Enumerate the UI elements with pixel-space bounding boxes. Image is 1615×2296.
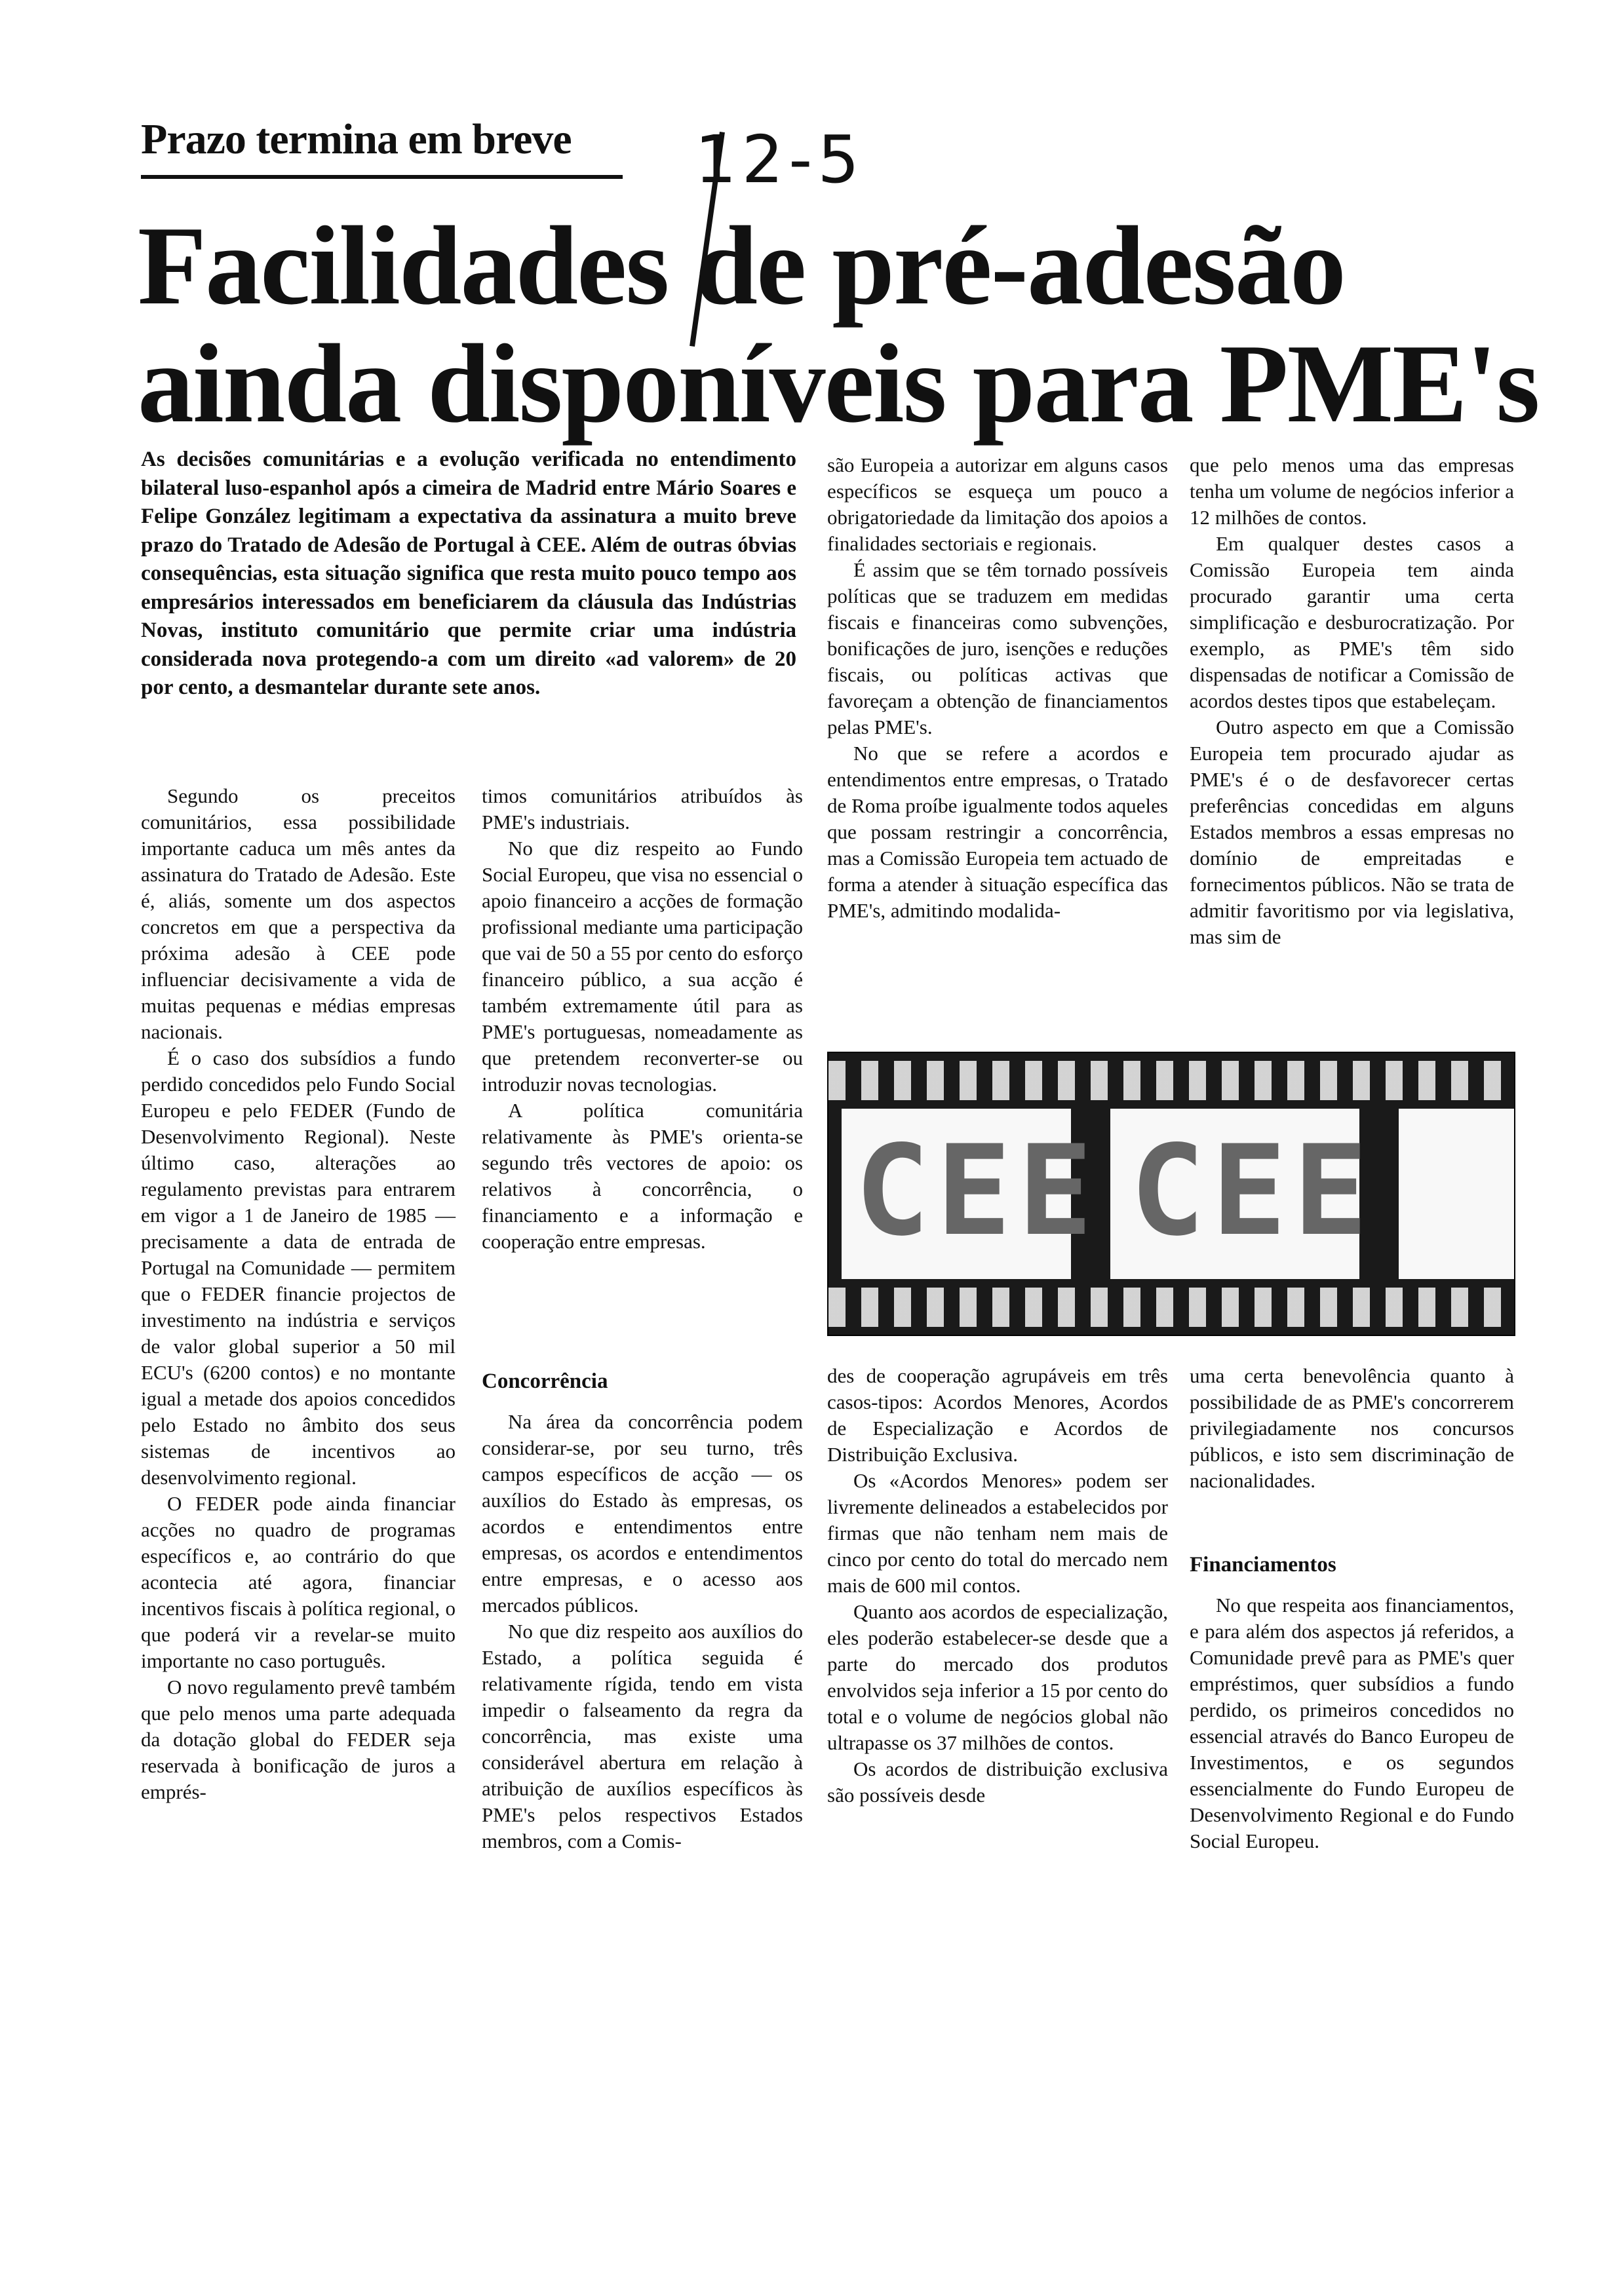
film-perforation-top bbox=[828, 1061, 1514, 1100]
subhead-financiamentos: Financiamentos bbox=[1190, 1553, 1336, 1577]
lead-paragraph: As decisões comunitárias e a evolução verificada no entendimento bilateral luso-espanhol após a cimeira de Madrid entre Mário Soares e Felipe González legitimam a expectativa da assinatura a muito breve prazo do Tratado de Adesão de Portugal à CEE. Além de outras óbvias consequências, esta situação significa que resta muito pouco tempo aos empresários interessados em beneficiarem da cláusula das Indústrias Novas, instituto comunitário que permite criar uma indústria considerada nova protegendo-a com um direito «ad valorem» de 20 por cento, a desmantelar durante sete anos. bbox=[141, 448, 796, 699]
paragraph: O novo regulamento prevê também que pelo menos uma parte adequada da dotação global do FEDER seja reservada à bonificação de juros a emprés- bbox=[141, 1675, 456, 1803]
cee-letters: CEE bbox=[855, 1119, 1100, 1263]
paragraph: No que diz respeito aos auxílios do Estado, a política seguida é relativamente rígida, tendo em vista impedir o falseamento da regra da concorrência, mas existe uma considerável abertura em relação à atribuição de auxílios específicos às PME's pelos respectivos Estados membros, com a Comis- bbox=[482, 1620, 803, 1852]
paragraph: Em qualquer destes casos a Comissão Europeia tem ainda procurado garantir uma certa simplificação e desburocratização. Por exemplo, as PME's têm sido dispensadas de notificar a Comissão de acordos destes tipos que estabeleçam. bbox=[1190, 532, 1514, 712]
paragraph: Quanto aos acordos de especialização, eles poderão estabelecer-se desde que a parte do mercado dos produtos envolvidos seja inferior a 15 por cento do total e o volume de negócios global não ultrapasse os 37 milhões de contos. bbox=[827, 1600, 1168, 1754]
column-1 bbox=[141, 783, 456, 1805]
paragraph: O FEDER pode ainda financiar acções no quadro de programas específicos e, ao contrário do que acontecia até agora, financiar incentivos fiscais à política regional, o que poderá vir a revelar-se muito importante no caso português. bbox=[141, 1492, 456, 1672]
cee-photo bbox=[827, 1052, 1515, 1336]
column-2-top bbox=[482, 783, 803, 1255]
kicker: Prazo termina em breve bbox=[141, 115, 572, 163]
paragraph: Os «Acordos Menores» podem ser livremente delineados a estabelecidos por firmas que não tenham nem mais de cinco por cento do total do mercado nem mais de 600 mil contos. bbox=[827, 1469, 1168, 1597]
paragraph: são Europeia a autorizar em alguns casos específicos se esqueça um pouco a obrigatoriedade da limitação dos apoios a finalidades sectoriais e regionais. bbox=[827, 453, 1168, 555]
paragraph: timos comunitários atribuídos às PME's industriais. bbox=[482, 784, 803, 833]
film-frame bbox=[1399, 1109, 1515, 1279]
column-4-bottom bbox=[1190, 1363, 1514, 1494]
kicker-underline bbox=[141, 175, 623, 179]
paragraph: Na área da concorrência podem considerar-se, por seu turno, três campos específicos de acção — os auxílios do Estado às empresas, os acordos e entendimentos entre empresas, os acordos e entendimentos entre empresas, e o acesso aos mercados públicos. bbox=[482, 1410, 803, 1617]
subhead-concorrencia: Concorrência bbox=[482, 1369, 608, 1393]
paragraph: Segundo os preceitos comunitários, essa possibilidade importante caduca um mês antes da assinatura do Tratado de Adesão. Este é, aliás, somente um dos aspectos concretos em que a perspectiva da próxima adesão à CEE pode influenciar decisivamente a vida de muitas pequenas e médias empresas nacionais. bbox=[141, 784, 456, 1043]
cee-letters: CEE bbox=[1130, 1119, 1375, 1263]
paragraph: É assim que se têm tornado possíveis políticas que se traduzem em medidas fiscais e financeiras como subvenções, bonificações de juro, isenções e reduções fiscais, ou políticas activas que favoreçam a obtenção de financiamentos pelas PME's. bbox=[827, 558, 1168, 738]
film-perforation-bottom bbox=[828, 1288, 1514, 1327]
headline-line-1: Facilidades de pré-adesão bbox=[138, 204, 1345, 328]
headline-line-2: ainda disponíveis para PME's bbox=[138, 322, 1539, 446]
column-3-top bbox=[827, 452, 1168, 924]
paragraph: uma certa benevolência quanto à possibilidade de as PME's concorrerem privilegiadamente nos concursos públicos, e isto sem discriminação de nacionalidades. bbox=[1190, 1364, 1514, 1492]
handwritten-note: 12-5 bbox=[695, 121, 865, 198]
column-4-end bbox=[1190, 1592, 1514, 1854]
column-4-top bbox=[1190, 452, 1514, 950]
paragraph: No que respeita aos financiamentos, e para além dos aspectos já referidos, a Comunidade prevê para as PME's quer empréstimos, quer subsídios a fundo perdido, os primeiros concedidos no essencial através do Banco Europeu de Investimentos, e os segundos essencialmente do Fundo Europeu de Desenvolvimento Regional e do Fundo Social Europeu. bbox=[1190, 1594, 1514, 1852]
paragraph: No que se refere a acordos e entendimentos entre empresas, o Tratado de Roma proíbe igualmente todos aqueles que possam restringir a concorrência, mas a Comissão Europeia tem actuado de forma a atender à situação específica das PME's, admitindo modalida- bbox=[827, 742, 1168, 922]
paragraph: No que diz respeito ao Fundo Social Europeu, que visa no essencial o apoio financeiro a acções de formação profissional mediante uma participação que vai de 50 a 55 por cento do esforço financeiro público, a sua acção é também extremamente útil para as PME's portuguesas, nomeadamente as que pretendem reconverter-se ou introduzir novas tecnologias. bbox=[482, 837, 803, 1096]
paragraph: Outro aspecto em que a Comissão Europeia tem procurado ajudar as PME's é o de desfavorecer certas preferências concedidas em alguns Estados membros a essas empresas no domínio de empreitadas e fornecimentos públicos. Não se trata de admitir favoritismo por via legislativa, mas sim de bbox=[1190, 716, 1514, 948]
paragraph: des de cooperação agrupáveis em três casos-tipos: Acordos Menores, Acordos de Especialização e Acordos de Distribuição Exclusiva. bbox=[827, 1364, 1168, 1466]
paragraph: É o caso dos subsídios a fundo perdido concedidos pelo Fundo Social Europeu e pelo FEDER (Fundo de Desenvolvimento Regional). Neste último caso, alterações ao regulamento previstas para entrarem em vigor a 1 de Janeiro de 1985 — precisamente a data de entrada de Portugal na Comunidade — permitem que o FEDER financie projectos de investimento na indústria e serviços de valor global superior a 50 mil ECU's (6200 contos) e no montante igual a metade dos apoios concedidos pelo Estado no âmbito dos seus sistemas de incentivos ao desenvolvimento regional. bbox=[141, 1046, 456, 1489]
column-3-bottom bbox=[827, 1363, 1168, 1808]
paragraph: A política comunitária relativamente às PME's orienta-se segundo três vectores de apoio: os relativos à concorrência, o financiamento e a informação e cooperação entre empresas. bbox=[482, 1099, 803, 1253]
paragraph: Os acordos de distribuição exclusiva são possíveis desde bbox=[827, 1757, 1168, 1807]
paragraph: que pelo menos uma das empresas tenha um volume de negócios inferior a 12 milhões de contos. bbox=[1190, 453, 1514, 529]
column-2-bottom bbox=[482, 1409, 803, 1854]
